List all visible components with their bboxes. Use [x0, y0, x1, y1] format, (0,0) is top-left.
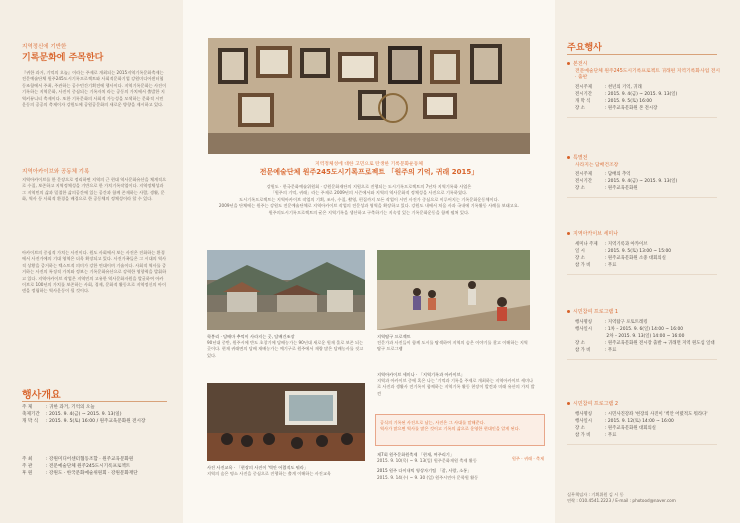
overview-title: 행사개요 [22, 390, 61, 401]
caption-4: 지역아카이브 세미나 · 「지역기록과 아카이브」 지역과 아카이브 중에 혹은 나는 '기억과 기록을 주제로 개최하는 지역아카이브 세미나로 사진과 생활사 전기록이 함께하는 지역기록 활동 현장이 발견과 미래 유산의 가치 발견 [377, 372, 535, 396]
center-description: 강원도 · 한국문화예술위원회 · 강원문화재단의 지원으로 진행되는 도시기록프로젝트의 7년차 지역기록화 사업은 「원주의 기억, 귀래」라는 주제로 2009년의 시즌에서와 지역의 역사문화적 정체성을 사진으로 기록하였다. 도시기록프로젝트는 지역아카이브 작업의 기획, 조사, 수집, 촬영, 편집까지 모든 작업이 시민 사진가 중심으로 이루어지는 기록문화운동체이다. 2009년을 단체에는 원주는 강원도 전문예술단체로 지역아카이브 작업의 전문성과 영역을 확장하고 있다. 강원도 내에서 처음 사과 국내에 기록활동 사례를 보태고요. 원주의도시기록프로젝트의 굳은 지역기록을 생산하고 구축하기는 지속성 있는 기록문화운동을 함께 펼쳐 있다. [218, 184, 520, 215]
left-kicker: 지역정신에 기반한 [22, 44, 67, 50]
caption-1: 학봉리 · 담배마 추억이 사라지는 곳, 담배건조장 90년대 중반, 원주시에 반도 초창기에 담배농가는 90년대 새로운 원재 물로 보존 되는 곳이다. 현재 귀래면의 담배 재배농가는 예기구로 원주에서 재량 많은 담배농사를 짓고 있다. [207, 334, 364, 358]
center-kicker: 지역정체성에 대한 고민으로 탄생한 기록문화운동체 [314, 162, 424, 167]
event-item-seminar: 지역아카이브 세미나 세미나 주제 : 지역기록과 아카이브 일 시 : 2015. 9. 5(토) 13:00 ~ 15:00 장 소 : 원주교육문화원 소중 대회의실 참 가 비 : 무료 [567, 230, 722, 275]
seminar-illustration [207, 383, 365, 461]
event-item-program-2: 시민참여 프로그램 2 행사명칭 : 시민사진강좌 '현장의 사진이 '벽안 어렸적도 뭐라다' 행사일시 : 2015. 9. 12(토) 14:00 ~ 16:00 장 소 : 원주교육문화원 대회의실 참 가 비 : 무료 [567, 400, 722, 445]
left-section1-text: 지역아카이브를 한 문장으로 정리하면 지역의 근 현대 역사문화유산을 체계적으로 수집, 보존하고 지역정체성을 기반으로 한 가치기록작업이다. 지역정체성과 그 지역민의 삶과 밀접한 삶의공간에 있는 공간과 함께 존재하는 사람, 생활, 문화, 역사 등 사회적 환경을 배경으로 한 공동체의 정체성이라 할 수 있다. [22, 177, 167, 202]
main-photo-portrait-wall [208, 38, 530, 154]
seminar-photo [207, 383, 365, 461]
bullet-icon [567, 402, 570, 405]
highlight-box-text: 공식의 기록된 사진으로 남는, 사진은 그 사대를 말해준다. 역사가 많으면 역사를 많은 것이고 기록의 삶으로 운영한 현대인을 알게 된다. [380, 420, 521, 432]
overview-row: 축제기간 : 2015. 9. 4(금) ~ 2015. 9. 13(일) [22, 412, 122, 418]
main-events-title: 주요행사 [567, 43, 602, 53]
bullet-icon [567, 232, 570, 235]
center-title: 전문예술단체 원주245도시기록프로젝트 「원주의 기억, 귀래 2015」 [259, 168, 479, 176]
left-intro: 『귀한 과거, 기억의 오늘』이라는 주제로 개최되는 2015지역기록문화축제는 전문예술단체 원주245도시기록프로젝트와 사회적문화기업 강원미디어센터협동조합에서 주최, 주관하는 공수민간기획전에 행사이다. 지역기록문화는 사진이 기록하는 지역문화, 사진이 중심되는 기록자치 라는 공동의 가치에서 출발한 지역커뮤니티 축제이다. 또한 기록문화의 사회적 가능성을 모색하는 문화적 시민운동의 공공의 축제이자 강원도에 공원공문화의 새로운 방향을 제시하고 있다. [22, 70, 167, 108]
side-label: 원주 · 귀래 · 축제 [511, 456, 545, 461]
left-section2-text: 아카이브의 중심적 가치는 사진이다. 원도 사회에서 보는 사진은 진화하는 환경에서 사진가에의 기대 영역은 더욱 확장되고 있다. 사진가족들은 그 시대의 역사적 상황을 증거하는 텍스트적 의미가 강한 연대이며 기술이다. 사회적 역사를 증거하는 사진의 특징적 가치와 정보는 기록문화유산으로 강력한 영향력을 발휘하고 있다. 지역아카이브 작업은 지역민의 고유한 역사문화자원을 발굴하여 아카이브로 100년의 가치를 보존하는 사회, 경제, 문화적 활동으로 지역정신의 아이덴을 정립하는 역사운동이 될 것이다. [22, 250, 167, 294]
overview-row: 개 막 식 : 2015. 9. 5(토) 16:00 / 원주교육문화원 전시장 [22, 419, 146, 425]
overview-details [22, 404, 172, 426]
bullet-icon [567, 156, 570, 159]
village-photo [207, 250, 365, 330]
bullet-icon [567, 62, 570, 65]
trekking-photo [377, 250, 530, 330]
caption-2: 지역탐구 프로젝트 전문가과 사진들이 함께 도시를 탐색하여 지역의 숨은 이야기를 찾고 이해하는 지역탐구 프로그램 [377, 334, 528, 352]
overview-row: 주 제 : 귀한 과거, 기억의 오늘 [22, 405, 95, 410]
left-section1-heading: 지역아카이브와 공동체 기록 [22, 169, 90, 175]
org-row: 후 원 : 강원도 · 한국문화예술위원회 · 강원문화재단 [22, 471, 138, 477]
village-illustration [207, 250, 365, 330]
overview-divider [22, 401, 167, 402]
event-item-special-exhibition: 특별전 사라지는 담배건조장 전시주제 : 담배의 추억 전시기간 : 2015. 9. 4(금) ~ 2015. 9. 13(일) 장 소 : 원주교육문화원 [567, 154, 722, 198]
event-item-program-1: 시민참여 프로그램 1 행사명칭 : 지역탐구 포토트레킹 행사일시 : 1차 – 2015. 9. 6(일) 14:00 ~ 16:00 2차 – 2015. 9. 13(일) 14:00 ~ 16:00 장 소 : 원주교육문화원 전시장 출발 → 귀래면 지역 원도심 일대 참 가 비 : 무료 [567, 308, 722, 360]
left-title: 기록문화에 주목한다 [22, 53, 104, 63]
related-events: 제7회 원주문화원축제 「현재, 여주리기」 2015. 9. 10(목) ~ 9. 13(일) 원주문화재원 축제 활동 2015 원주 다이내믹 영상자기팀 「잘, 사랑, 소통」 2015. 9. 14(수) ~ 9. 30 (일) 원주시민아 문학원 활동 [377, 452, 479, 480]
trekking-illustration [377, 250, 530, 330]
event-item-main-exhibition: 본전시 전문예술단체 원주245도시기록프로젝트 귀래편 지역기록화사업 전시 · 출판 전시주제 : 천년의 기억, 귀래 전시기간 : 2015. 9. 4(금) ~ 2015. 9. 13(일) 개 막 식 : 2015. 9. 5(토) 16:00 장 소 : 원주교육문화원 본 전시장 [567, 60, 722, 118]
contact-footer: 실무책임자 : 기획위원 김 시 동 연락 : 010.4541.2223 / E-mail : photood@naver.com [567, 492, 676, 504]
org-row: 주 관 : 전문예술단체 원주245도시기록프로젝트 [22, 464, 131, 470]
highlight-box [375, 414, 545, 446]
org-row: 주 최 : 강원미디어센터협동조합 · 원주교육문화원 [22, 457, 134, 462]
overview-orgs [22, 456, 172, 478]
main-events-divider [567, 54, 717, 55]
portrait-wall-illustration [208, 38, 530, 154]
caption-3: 사진 사진교육 · 「현장의 사진이 '벽안 어렸적도 뭐라」 지역의 숨은 명소 사진을 중심으로 진행하는 출계 이해하는 사진교육 [207, 465, 331, 477]
bullet-icon [567, 310, 570, 313]
